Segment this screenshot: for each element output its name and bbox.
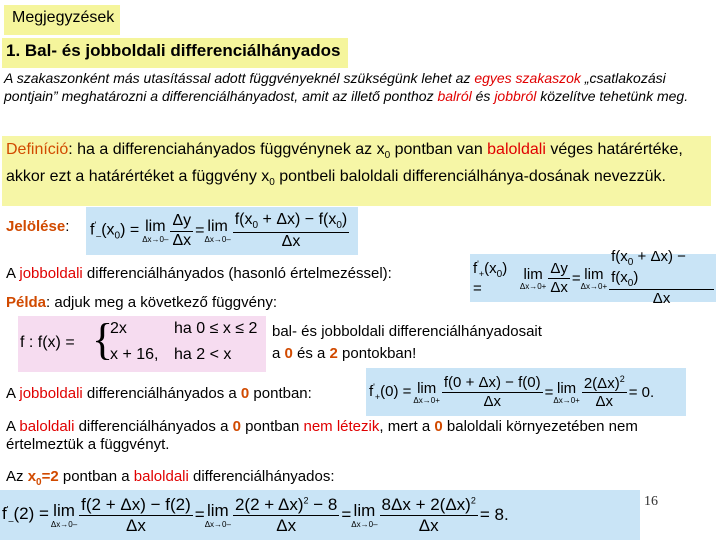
page-number: 16 [644, 494, 658, 509]
left-derivative-at-2-formula: $f'_-(2)$ = lim Δx→0– $\frac{f(2 + \Delta x) - f(2)}{\Delta x}$ = lim Δx→0– $\frac{2(2 + \Delta x)^2 - 8}{\Delta x}$ = lim Δx→0– $\frac{8\Delta x + 2(\Delta x)^2}{\Delta x}$ = 8. [0, 490, 640, 540]
right-derivative-at-0-text: A jobboldali differenciálhányados a 0 pontban: [6, 385, 312, 402]
definition-box: Definíció: ha a differenciahányados függvénynek az $x_0$ pontban van baloldali véges határértéke, akkor ezt a határértéket a függvény $x_0$ pontbeli baloldali differenciálhánya-dosának nevezzük. [2, 136, 711, 206]
right-derivative-text: A jobboldali differenciálhányados (hasonló értelmezéssel): [6, 265, 392, 282]
left-derivative-at-0-text: A baloldali differenciálhányados a 0 pontban nem létezik, mert a 0 baloldali környezetében nem értelmeztük a függvényt. [6, 418, 638, 453]
right-derivative-at-0-formula: $f'_+(0)$ = lim Δx→0+ $\frac{f(0 + \Delta x) - f(0)}{\Delta x}$ = lim Δx→0+ $\frac{2(\Delta x)^2}{\Delta x}$ = 0. [366, 368, 686, 416]
example-text: Példa: adjuk meg a következő függvény: [6, 294, 278, 311]
section-title: 1. Bal- és jobboldali differenciálhányados [2, 38, 348, 68]
example-task: bal- és jobboldali differenciálhányadosait a 0 és a 2 pontokban! [272, 323, 542, 362]
left-derivative-formula: $f'_-(x_0)$ = lim Δx→0– $\frac{\Delta y}{\Delta x}$ = lim Δx→0– $\frac{f(x_0 + \Delta x) - f(x_0)}{\Delta x}$ [86, 207, 358, 255]
piecewise-function: f : f(x) = { 2x x + 16, ha 0 ≤ x ≤ 2 ha 2 < x [18, 316, 266, 372]
definition-label: Definíció [6, 141, 69, 158]
right-derivative-formula: $f'_+(x_0)$ = lim Δx→0+ $\frac{\Delta y}{\Delta x}$ = lim Δx→0+ $\frac{f(x_0 + \Delta x) - f(x_0)}{\Delta x}$ [470, 254, 716, 302]
intro-paragraph: A szakaszonként más utasítással adott függvényeknél szükségünk lehet az egyes szakaszok „csatlakozási pontjain” meghatározni a differenciálhányadost, amit az illető ponthoz balról és jobbról közelítve tehetünk meg. [4, 70, 689, 104]
page-title: Megjegyzések [4, 5, 120, 35]
notation-label: Jelölése: [6, 218, 70, 235]
left-derivative-at-2-text: Az $x_0=2$ pontban a baloldali differenciálhányados: [6, 468, 335, 488]
